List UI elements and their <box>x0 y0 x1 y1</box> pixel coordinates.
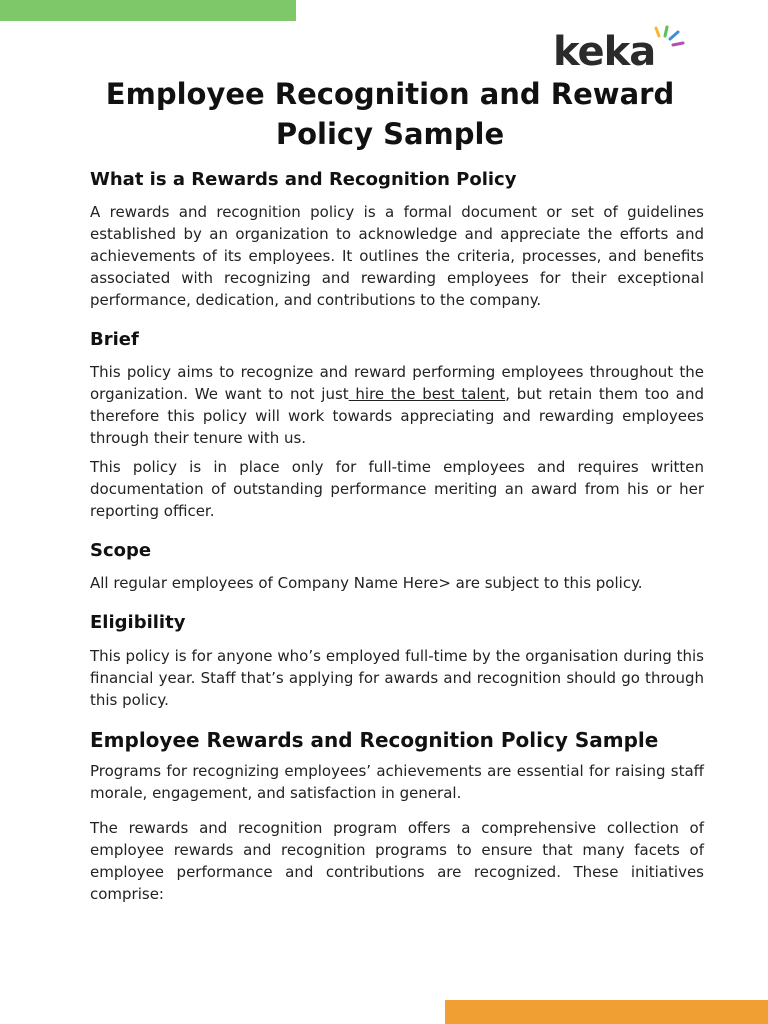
paragraph-scope: All regular employees of Company Name Here> are subject to this policy. <box>90 574 643 592</box>
heading-what-is-policy: What is a Rewards and Recognition Policy <box>90 169 517 190</box>
document-body <box>90 168 704 905</box>
top-accent-bar <box>0 0 296 21</box>
paragraph-what-is-policy: A rewards and recognition policy is a formal document or set of guidelines established by an organization to acknowledge and appreciate the efforts and achievements of its employees. It outlines the criteria, processes, and benefits associated with recognizing and rewarding employees for their exceptional performance, dedication, and contributions to the company. <box>90 203 704 309</box>
bottom-accent-bar <box>445 1000 768 1024</box>
document-title: Employee Recognition and Reward Policy Sample <box>105 77 675 151</box>
paragraph-eligibility: This policy is for anyone who’s employed full-time by the organisation during this financial year. Staff that’s applying for awards and recognition should go through this policy. <box>90 647 704 709</box>
paragraph-brief-1 <box>90 361 704 449</box>
logo-text: keka <box>553 29 656 75</box>
logo-rays-icon <box>653 24 693 54</box>
heading-rewards-sample: Employee Rewards and Recognition Policy Sample <box>90 728 659 752</box>
paragraph-sample-2: The rewards and recognition program offers a comprehensive collection of employee rewards and recognition programs to ensure that many facets of employee performance and contributions are recognized. These initiatives comprise: <box>90 819 704 903</box>
hire-best-talent-link[interactable]: hire the best talent <box>348 385 506 403</box>
keka-logo <box>553 24 693 76</box>
heading-brief: Brief <box>90 329 139 350</box>
brief-text-before-link: This policy aims to recognize and reward performing employees throughout the organization. We want to not just <box>90 363 704 403</box>
heading-scope: Scope <box>90 540 152 561</box>
paragraph-brief-2: This policy is in place only for full-time employees and requires written documentation of outstanding performance meriting an award from his or her reporting officer. <box>90 458 704 520</box>
brief-text-after-link: , but retain them too and therefore this policy will work towards appreciating and rewarding employees through their tenure with us. <box>90 385 704 447</box>
paragraph-sample-1: Programs for recognizing employees’ achievements are essential for raising staff morale, engagement, and satisfaction in general. <box>90 762 704 802</box>
heading-eligibility: Eligibility <box>90 612 186 633</box>
